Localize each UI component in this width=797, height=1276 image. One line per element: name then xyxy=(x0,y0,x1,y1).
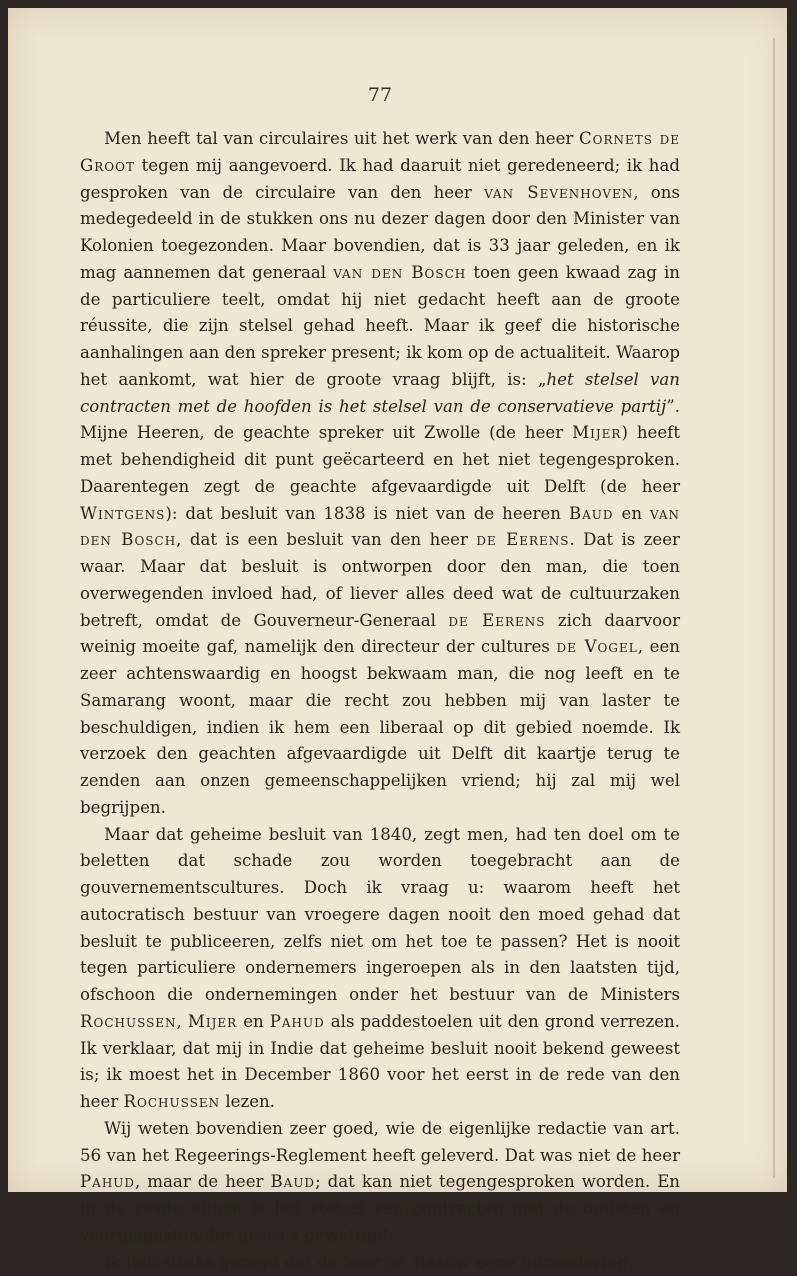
name-small-caps: Baud xyxy=(569,504,614,523)
paragraph xyxy=(80,1116,680,1250)
name-small-caps: van Sevenhoven xyxy=(484,183,633,202)
paragraph xyxy=(80,822,680,1116)
text-run: eene uitzondering xyxy=(470,1253,628,1272)
text-run: , xyxy=(177,1012,188,1031)
text-run: als paddestoelen uit den grond verrezen. Ik verklaar, dat mij in Indie dat geheime besluit nooit bekend geweest is; ik moest het in December 1860 voor het eerst in de rede van den heer xyxy=(80,1012,680,1111)
text-run: ) heeft met behendigheid dit punt geëcarteerd en het niet tegengesproken. Daarentegen zegt de geachte afgevaardigde uit Delft (de heer xyxy=(80,423,680,496)
name-small-caps: Rochussen xyxy=(80,1012,177,1031)
paragraph xyxy=(80,126,680,822)
text-run: ): dat besluit van 1838 is niet van de heeren xyxy=(165,504,569,523)
text-run: lezen. xyxy=(220,1092,275,1111)
page-number: 77 xyxy=(8,84,752,106)
text-run: en xyxy=(614,504,650,523)
name-small-caps: Wintgens xyxy=(80,504,165,523)
text-run: zich daarvoor weinig moeite gaf, namelijk den directeur der cultures xyxy=(80,611,680,657)
name-small-caps: Mijer xyxy=(572,423,621,442)
name-small-caps: Pahud xyxy=(80,1172,135,1191)
name-small-caps: Rochussen xyxy=(124,1092,221,1111)
text-run: Ik heb straks gezegd dat de heer xyxy=(104,1253,386,1272)
name-small-caps: Mijer xyxy=(188,1012,237,1031)
text-run: . Dat is zeer waar. Maar dat besluit is ontworpen door den man, die toen overwegenden invloed had, of liever alles deed wat de cultuurzaken betreft, omdat de Gouverneur-Generaal xyxy=(80,530,680,629)
text-run: en xyxy=(237,1012,270,1031)
name-small-caps: de Brauw xyxy=(386,1253,470,1272)
text-run: , ons medegedeeld in de stukken ons nu dezer dagen door den Minister van Kolonien toegezonden. Maar bovendien, dat is 33 jaar geleden, en ik mag aannemen dat generaal xyxy=(80,183,680,282)
name-small-caps: van den Bosch xyxy=(80,504,680,550)
name-small-caps: de Vogel xyxy=(557,637,638,656)
text-run: Maar dat geheime besluit van 1840, zegt men, had ten doel om te beletten dat schade zou worden toegebracht aan de gouvernementscultures. Doch ik vraag u: waarom heeft het autocratisch bestuur van vroegere dagen nooit den moed gehad dat besluit te publiceeren, zelfs niet om het toe te passen? Het is nooit tegen particuliere ondernemers ingeroepen als in den laatsten tijd, ofschoon die ondernemingen onder het bestuur van de Ministers xyxy=(80,825,680,1005)
text-run: Wij weten bovendien zeer goed, wie de eigenlijke redactie van art. 56 van het Regeerings-Reglement heeft geleverd. Dat was niet de heer xyxy=(80,1119,680,1165)
name-small-caps: van den Bosch xyxy=(333,263,466,282)
paragraph xyxy=(80,1250,680,1276)
text-run: tegen mij aangevoerd. Ik had daaruit niet geredeneerd; ik had gesproken van de circulaire van den heer xyxy=(80,156,680,202)
text-run: , dat is een besluit van den heer xyxy=(176,530,476,549)
italic-quote: het stelsel van contracten met de hoofden is het stelsel van de conservatieve partij xyxy=(80,370,680,416)
text-run: ; dat kan niet tegengesproken worden. En in de zesde alinea is het stelsel van contracten met de oudsten en voornaamsten der dessa's gewettigd. xyxy=(80,1172,680,1245)
body-text xyxy=(80,126,680,1276)
name-small-caps: de Eerens xyxy=(476,530,569,549)
text-run: Men heeft tal van circulaires uit het werk van den heer xyxy=(104,129,579,148)
text-run: ”. Mijne Heeren, de geachte spreker uit Zwolle (de heer xyxy=(80,397,680,443)
book-page xyxy=(8,8,787,1192)
name-small-caps: de Eerens xyxy=(448,611,545,630)
text-run: , een zeer achtenswaardig en hoogst bekwaam man, die nog leeft en te Samarang woont, maar die recht zou hebben mij van laster te beschuldigen, indien ik hem een liberaal op dit gebied noemde. Ik verzoek den geachten afgevaardigde uit Delft dit kaartje terug te zenden aan onzen gemeenschappelijken vriend; hij zal mij wel begrijpen. xyxy=(80,637,680,817)
text-run: , maar de heer xyxy=(135,1172,270,1191)
text-run: toen geen kwaad zag in de particuliere teelt, omdat hij niet gedacht heeft aan de groote réussite, die zijn stelsel gehad heeft. Maar ik geef die historische aanhalingen aan den spreker present; ik kom op de actualiteit. Waarop het aankomt, wat hier de groote vraag blijft, is: „ xyxy=(80,263,680,389)
page-edge-shadow xyxy=(773,38,775,1178)
name-small-caps: Baud xyxy=(270,1172,315,1191)
name-small-caps: Pahud xyxy=(270,1012,325,1031)
name-small-caps: Cornets de Groot xyxy=(80,129,680,175)
